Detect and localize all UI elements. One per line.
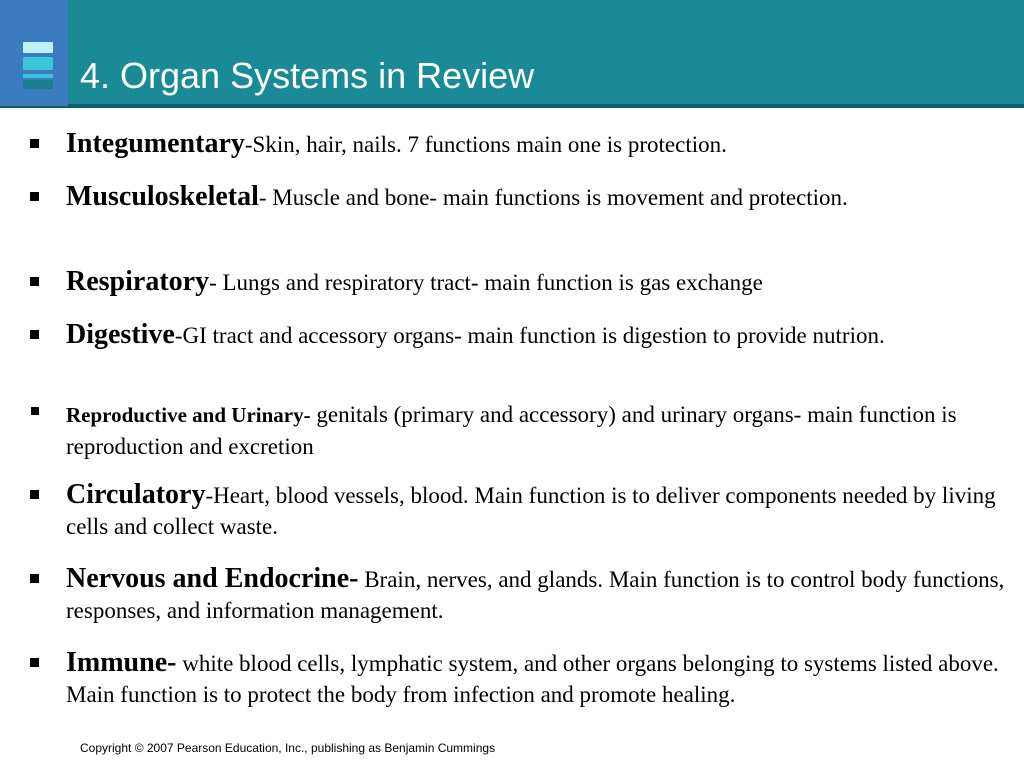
square-bullet-icon (30, 139, 39, 148)
square-bullet-icon (30, 574, 39, 583)
square-bullet-icon (30, 192, 39, 201)
bullet-text: Brain, nerves, and glands. Main function is to control body functions, responses, and information management. (66, 567, 1005, 623)
square-bullet-icon (30, 330, 39, 339)
bullet-term: Circulatory (66, 479, 206, 510)
bullet-text: -Heart, blood vessels, blood. Main function is to deliver components needed by living cells and collect waste. (66, 483, 996, 539)
bullet-term: Integumentary (66, 128, 245, 159)
bullet-text: - Muscle and bone- main functions is movement and protection. (258, 185, 848, 210)
bullet-text: white blood cells, lymphatic system, and other organs belonging to systems listed above. Main function is to protect the body from infection and promote healing. (66, 651, 999, 707)
list-item-reproductive-urinary (66, 399, 1011, 462)
list-item-musculoskeletal (66, 181, 1011, 213)
bullet-text: -Skin, hair, nails. 7 functions main one is protection. (244, 132, 727, 157)
square-bullet-icon (30, 658, 39, 667)
copyright-footer: Copyright © 2007 Pearson Education, Inc., publishing as Benjamin Cummings (80, 741, 496, 755)
list-item-circulatory (66, 479, 1011, 542)
square-bullet-icon (30, 277, 39, 286)
square-bullet-icon (31, 407, 39, 415)
list-item-digestive (66, 319, 1011, 351)
bullet-text: - Lungs and respiratory tract- main function is gas exchange (209, 270, 763, 295)
bullet-term: Respiratory (66, 266, 210, 297)
bullet-text: -GI tract and accessory organs- main function is digestion to provide nutrion. (174, 323, 885, 348)
list-item-nervous-endocrine (66, 563, 1011, 626)
square-bullet-icon (30, 490, 39, 499)
list-item-respiratory (66, 266, 1011, 298)
slide-title: 4. Organ Systems in Review (80, 55, 535, 96)
bullet-text: genitals (primary and accessory) and urinary organs- main function is reproduction and excretion (66, 402, 957, 459)
bullet-term: Nervous and Endocrine- (66, 563, 359, 594)
bullet-term: Musculoskeletal (66, 181, 259, 212)
bullet-term: Immune- (66, 647, 177, 678)
bullet-term: Reproductive and Urinary- (66, 403, 311, 427)
list-item-integumentary (66, 128, 1011, 160)
list-item-immune (66, 647, 1011, 710)
bullet-term: Digestive (66, 319, 175, 350)
